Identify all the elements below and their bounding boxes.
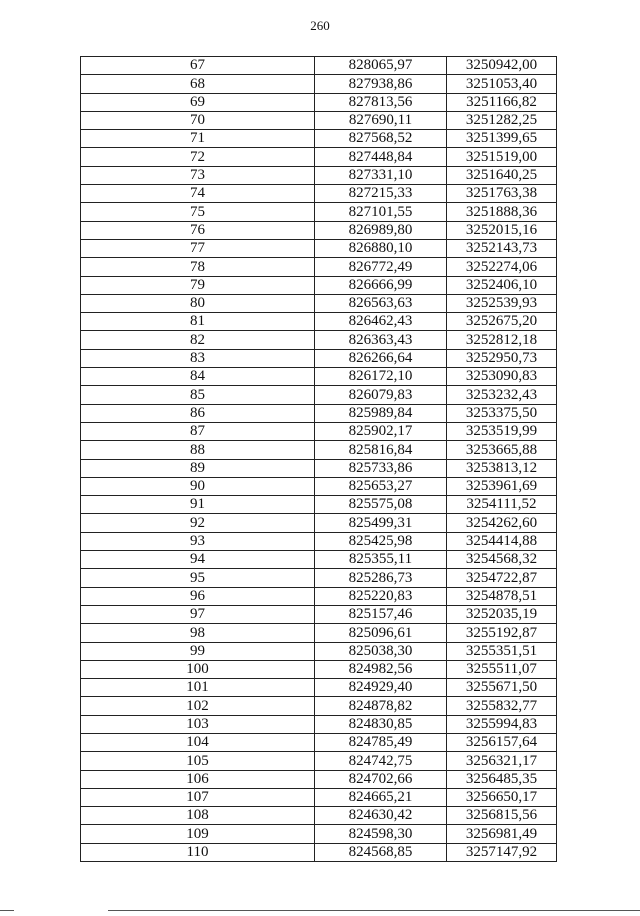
y-coordinate-cell: 3253961,69 xyxy=(447,477,557,495)
table-row xyxy=(81,587,557,605)
x-coordinate-cell: 826172,10 xyxy=(315,368,447,386)
table-row xyxy=(81,294,557,312)
x-coordinate-cell: 824878,82 xyxy=(315,697,447,715)
coordinate-table xyxy=(80,56,557,862)
point-number-cell: 93 xyxy=(81,532,315,550)
point-number-cell: 75 xyxy=(81,203,315,221)
y-coordinate-cell: 3252675,20 xyxy=(447,313,557,331)
x-coordinate-cell: 824982,56 xyxy=(315,660,447,678)
x-coordinate-cell: 827690,11 xyxy=(315,111,447,129)
y-coordinate-cell: 3257147,92 xyxy=(447,843,557,861)
point-number-cell: 94 xyxy=(81,551,315,569)
table-row xyxy=(81,166,557,184)
x-coordinate-cell: 827101,55 xyxy=(315,203,447,221)
point-number-cell: 108 xyxy=(81,807,315,825)
table-row xyxy=(81,57,557,75)
table-row xyxy=(81,697,557,715)
point-number-cell: 104 xyxy=(81,733,315,751)
x-coordinate-cell: 825425,98 xyxy=(315,532,447,550)
y-coordinate-cell: 3256485,35 xyxy=(447,770,557,788)
point-number-cell: 107 xyxy=(81,788,315,806)
point-number-cell: 71 xyxy=(81,130,315,148)
table-row xyxy=(81,404,557,422)
x-coordinate-cell: 826666,99 xyxy=(315,276,447,294)
point-number-cell: 67 xyxy=(81,57,315,75)
y-coordinate-cell: 3254262,60 xyxy=(447,514,557,532)
x-coordinate-cell: 824785,49 xyxy=(315,733,447,751)
point-number-cell: 92 xyxy=(81,514,315,532)
x-coordinate-cell: 825499,31 xyxy=(315,514,447,532)
y-coordinate-cell: 3251282,25 xyxy=(447,111,557,129)
table-row xyxy=(81,788,557,806)
x-coordinate-cell: 824929,40 xyxy=(315,679,447,697)
point-number-cell: 81 xyxy=(81,313,315,331)
point-number-cell: 79 xyxy=(81,276,315,294)
y-coordinate-cell: 3256981,49 xyxy=(447,825,557,843)
x-coordinate-cell: 826772,49 xyxy=(315,258,447,276)
point-number-cell: 91 xyxy=(81,496,315,514)
x-coordinate-cell: 825220,83 xyxy=(315,587,447,605)
x-coordinate-cell: 824742,75 xyxy=(315,752,447,770)
table-row xyxy=(81,441,557,459)
point-number-cell: 101 xyxy=(81,679,315,697)
x-coordinate-cell: 827448,84 xyxy=(315,148,447,166)
table-row xyxy=(81,807,557,825)
y-coordinate-cell: 3255192,87 xyxy=(447,624,557,642)
table-row xyxy=(81,422,557,440)
point-number-cell: 99 xyxy=(81,642,315,660)
x-coordinate-cell: 824702,66 xyxy=(315,770,447,788)
scan-edge-line-left xyxy=(0,910,14,911)
x-coordinate-cell: 825575,08 xyxy=(315,496,447,514)
table-row xyxy=(81,715,557,733)
point-number-cell: 88 xyxy=(81,441,315,459)
y-coordinate-cell: 3252274,06 xyxy=(447,258,557,276)
table-row xyxy=(81,221,557,239)
x-coordinate-cell: 826266,64 xyxy=(315,349,447,367)
x-coordinate-cell: 826989,80 xyxy=(315,221,447,239)
table-row xyxy=(81,148,557,166)
point-number-cell: 109 xyxy=(81,825,315,843)
y-coordinate-cell: 3253232,43 xyxy=(447,386,557,404)
y-coordinate-cell: 3256321,17 xyxy=(447,752,557,770)
x-coordinate-cell: 827568,52 xyxy=(315,130,447,148)
x-coordinate-cell: 824830,85 xyxy=(315,715,447,733)
table-row xyxy=(81,825,557,843)
y-coordinate-cell: 3251399,65 xyxy=(447,130,557,148)
point-number-cell: 106 xyxy=(81,770,315,788)
y-coordinate-cell: 3251888,36 xyxy=(447,203,557,221)
y-coordinate-cell: 3252406,10 xyxy=(447,276,557,294)
x-coordinate-cell: 827813,56 xyxy=(315,93,447,111)
point-number-cell: 105 xyxy=(81,752,315,770)
point-number-cell: 68 xyxy=(81,75,315,93)
table-row xyxy=(81,679,557,697)
x-coordinate-cell: 824630,42 xyxy=(315,807,447,825)
y-coordinate-cell: 3254414,88 xyxy=(447,532,557,550)
y-coordinate-cell: 3256815,56 xyxy=(447,807,557,825)
point-number-cell: 89 xyxy=(81,459,315,477)
x-coordinate-cell: 825038,30 xyxy=(315,642,447,660)
x-coordinate-cell: 825157,46 xyxy=(315,605,447,623)
x-coordinate-cell: 825286,73 xyxy=(315,569,447,587)
table-row xyxy=(81,368,557,386)
table-row xyxy=(81,624,557,642)
y-coordinate-cell: 3254722,87 xyxy=(447,569,557,587)
table-row xyxy=(81,386,557,404)
point-number-cell: 77 xyxy=(81,239,315,257)
y-coordinate-cell: 3252539,93 xyxy=(447,294,557,312)
point-number-cell: 84 xyxy=(81,368,315,386)
table-row xyxy=(81,203,557,221)
x-coordinate-cell: 826880,10 xyxy=(315,239,447,257)
table-row xyxy=(81,459,557,477)
x-coordinate-cell: 826462,43 xyxy=(315,313,447,331)
page-number: 260 xyxy=(310,18,330,33)
scan-edge-line xyxy=(108,910,640,911)
x-coordinate-cell: 824598,30 xyxy=(315,825,447,843)
table-row xyxy=(81,313,557,331)
y-coordinate-cell: 3252015,16 xyxy=(447,221,557,239)
y-coordinate-cell: 3251519,00 xyxy=(447,148,557,166)
y-coordinate-cell: 3253090,83 xyxy=(447,368,557,386)
point-number-cell: 95 xyxy=(81,569,315,587)
point-number-cell: 82 xyxy=(81,331,315,349)
table-row xyxy=(81,605,557,623)
table-row xyxy=(81,331,557,349)
coordinate-table-body xyxy=(81,57,557,862)
y-coordinate-cell: 3251166,82 xyxy=(447,93,557,111)
y-coordinate-cell: 3254878,51 xyxy=(447,587,557,605)
table-row xyxy=(81,514,557,532)
y-coordinate-cell: 3255994,83 xyxy=(447,715,557,733)
table-row xyxy=(81,752,557,770)
x-coordinate-cell: 827938,86 xyxy=(315,75,447,93)
table-row xyxy=(81,75,557,93)
x-coordinate-cell: 825653,27 xyxy=(315,477,447,495)
table-row xyxy=(81,130,557,148)
table-row xyxy=(81,733,557,751)
x-coordinate-cell: 825902,17 xyxy=(315,422,447,440)
point-number-cell: 85 xyxy=(81,386,315,404)
table-row xyxy=(81,185,557,203)
table-row xyxy=(81,642,557,660)
x-coordinate-cell: 825816,84 xyxy=(315,441,447,459)
x-coordinate-cell: 825355,11 xyxy=(315,551,447,569)
y-coordinate-cell: 3253375,50 xyxy=(447,404,557,422)
x-coordinate-cell: 825989,84 xyxy=(315,404,447,422)
point-number-cell: 80 xyxy=(81,294,315,312)
y-coordinate-cell: 3256157,64 xyxy=(447,733,557,751)
point-number-cell: 87 xyxy=(81,422,315,440)
y-coordinate-cell: 3253813,12 xyxy=(447,459,557,477)
table-row xyxy=(81,276,557,294)
table-row xyxy=(81,569,557,587)
table-row xyxy=(81,239,557,257)
table-row xyxy=(81,111,557,129)
y-coordinate-cell: 3255671,50 xyxy=(447,679,557,697)
point-number-cell: 72 xyxy=(81,148,315,166)
y-coordinate-cell: 3256650,17 xyxy=(447,788,557,806)
y-coordinate-cell: 3251053,40 xyxy=(447,75,557,93)
point-number-cell: 100 xyxy=(81,660,315,678)
point-number-cell: 76 xyxy=(81,221,315,239)
y-coordinate-cell: 3254568,32 xyxy=(447,551,557,569)
point-number-cell: 70 xyxy=(81,111,315,129)
y-coordinate-cell: 3252035,19 xyxy=(447,605,557,623)
x-coordinate-cell: 824568,85 xyxy=(315,843,447,861)
point-number-cell: 103 xyxy=(81,715,315,733)
table-row xyxy=(81,532,557,550)
x-coordinate-cell: 827331,10 xyxy=(315,166,447,184)
point-number-cell: 86 xyxy=(81,404,315,422)
table-row xyxy=(81,496,557,514)
y-coordinate-cell: 3254111,52 xyxy=(447,496,557,514)
point-number-cell: 110 xyxy=(81,843,315,861)
table-row xyxy=(81,770,557,788)
y-coordinate-cell: 3253665,88 xyxy=(447,441,557,459)
y-coordinate-cell: 3252812,18 xyxy=(447,331,557,349)
x-coordinate-cell: 824665,21 xyxy=(315,788,447,806)
y-coordinate-cell: 3255511,07 xyxy=(447,660,557,678)
x-coordinate-cell: 825096,61 xyxy=(315,624,447,642)
y-coordinate-cell: 3251640,25 xyxy=(447,166,557,184)
table-row xyxy=(81,349,557,367)
y-coordinate-cell: 3252143,73 xyxy=(447,239,557,257)
point-number-cell: 96 xyxy=(81,587,315,605)
point-number-cell: 98 xyxy=(81,624,315,642)
y-coordinate-cell: 3250942,00 xyxy=(447,57,557,75)
table-row xyxy=(81,258,557,276)
point-number-cell: 74 xyxy=(81,185,315,203)
x-coordinate-cell: 828065,97 xyxy=(315,57,447,75)
point-number-cell: 102 xyxy=(81,697,315,715)
x-coordinate-cell: 826563,63 xyxy=(315,294,447,312)
table-row xyxy=(81,477,557,495)
point-number-cell: 73 xyxy=(81,166,315,184)
x-coordinate-cell: 827215,33 xyxy=(315,185,447,203)
x-coordinate-cell: 826079,83 xyxy=(315,386,447,404)
x-coordinate-cell: 825733,86 xyxy=(315,459,447,477)
y-coordinate-cell: 3252950,73 xyxy=(447,349,557,367)
point-number-cell: 69 xyxy=(81,93,315,111)
x-coordinate-cell: 826363,43 xyxy=(315,331,447,349)
y-coordinate-cell: 3255351,51 xyxy=(447,642,557,660)
y-coordinate-cell: 3253519,99 xyxy=(447,422,557,440)
point-number-cell: 90 xyxy=(81,477,315,495)
table-row xyxy=(81,93,557,111)
point-number-cell: 83 xyxy=(81,349,315,367)
table-row xyxy=(81,660,557,678)
y-coordinate-cell: 3251763,38 xyxy=(447,185,557,203)
point-number-cell: 97 xyxy=(81,605,315,623)
table-row xyxy=(81,551,557,569)
point-number-cell: 78 xyxy=(81,258,315,276)
y-coordinate-cell: 3255832,77 xyxy=(447,697,557,715)
table-row xyxy=(81,843,557,861)
